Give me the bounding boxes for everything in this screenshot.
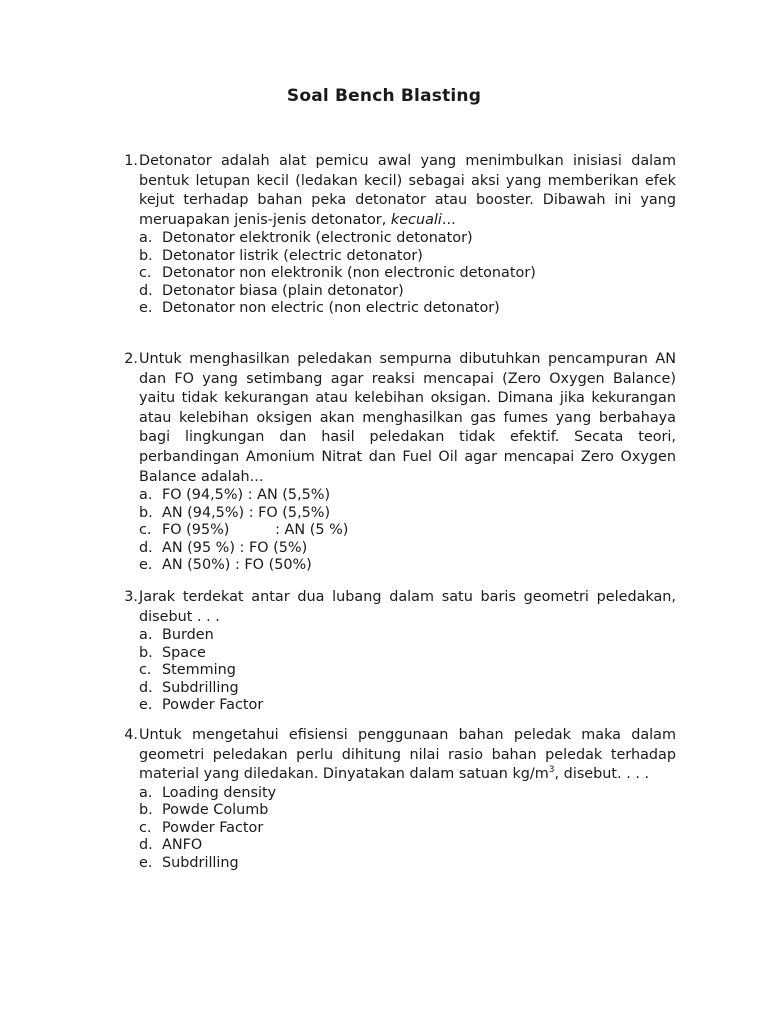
option-b — [139, 645, 676, 663]
option-a — [139, 487, 676, 505]
option-letter: b. — [139, 802, 153, 819]
option-letter: a. — [139, 627, 153, 644]
option-text: Space — [162, 644, 206, 661]
option-letter: a. — [139, 230, 153, 247]
option-a — [139, 785, 676, 803]
option-text: Subdrilling — [162, 679, 239, 696]
option-text: Powder Factor — [162, 697, 264, 714]
question-number: 1. — [124, 153, 138, 169]
option-text: Detonator non electric (non electric detonator) — [162, 300, 500, 317]
question-text-suffix: , disebut. . . . — [554, 766, 650, 783]
question-3 — [114, 588, 676, 715]
option-text: Subdrilling — [162, 854, 239, 871]
page-title: Soal Bench Blasting — [286, 86, 482, 106]
question-text — [139, 726, 676, 785]
option-letter: b. — [139, 644, 153, 661]
option-c — [139, 265, 676, 283]
option-text: FO (94,5%) : AN (5,5%) — [162, 487, 331, 504]
superscript: 3 — [548, 765, 555, 776]
question-body — [139, 726, 676, 872]
option-text: Powde Columb — [162, 802, 269, 819]
option-letter: c. — [139, 819, 152, 836]
option-letter: c. — [139, 662, 152, 679]
option-letter: e. — [139, 300, 153, 317]
question-body — [139, 152, 676, 318]
option-letter: e. — [139, 557, 153, 574]
question-body — [139, 588, 676, 715]
option-b — [139, 248, 676, 266]
option-letter: e. — [139, 854, 153, 871]
option-e — [139, 557, 676, 575]
option-text: Stemming — [162, 662, 236, 679]
option-text: Detonator biasa (plain detonator) — [162, 282, 404, 299]
question-2 — [114, 350, 676, 575]
option-text: Loading density — [162, 784, 277, 801]
option-d — [139, 837, 676, 855]
option-d — [139, 283, 676, 301]
option-text: Detonator non elektronik (non electronic detonator) — [162, 265, 536, 282]
option-text: Detonator listrik (electric detonator) — [162, 247, 423, 264]
option-letter: b. — [139, 247, 153, 264]
question-body — [139, 350, 676, 575]
question-text-main: Detonator adalah alat pemicu awal yang menimbulkan inisiasi dalam bentuk letupan kecil (ledakan kecil) sebagai aksi yang memberikan efek kejut terhadap bahan peka detonator atau booster. Dibawah ini yang meruapakan jenis-jenis detonator, — [139, 153, 676, 228]
option-d — [139, 540, 676, 558]
option-letter: d. — [139, 679, 153, 696]
option-letter: c. — [139, 522, 152, 539]
question-text-suffix: ... — [441, 211, 456, 228]
options-list — [139, 230, 676, 318]
option-text: AN (50%) : FO (50%) — [162, 557, 312, 574]
question-text: Jarak terdekat antar dua lubang dalam satu baris geometri peledakan, disebut . . . — [139, 589, 676, 625]
option-c — [139, 522, 676, 540]
question-number: 3. — [124, 589, 138, 605]
option-letter: c. — [139, 265, 152, 282]
question-text-main: Untuk mengetahui efisiensi penggunaan bahan peledak maka dalam geometri peledakan perlu dihitung nilai rasio bahan peledak terhadap material yang diledakan. Dinyatakan dalam satuan kg/m — [139, 727, 676, 783]
option-text: Powder Factor — [162, 819, 264, 836]
option-text: FO (95%) : AN (5 %) — [162, 522, 349, 539]
question-1 — [114, 152, 676, 318]
option-letter: e. — [139, 697, 153, 714]
question-number: 4. — [124, 727, 138, 743]
option-letter: d. — [139, 282, 153, 299]
option-text: ANFO — [162, 837, 203, 854]
options-list — [139, 487, 676, 575]
option-a — [139, 627, 676, 645]
option-letter: a. — [139, 487, 153, 504]
options-list — [139, 627, 676, 715]
option-text: Detonator elektronik (electronic detonator) — [162, 230, 473, 247]
option-a — [139, 230, 676, 248]
option-letter: b. — [139, 504, 153, 521]
question-text: Untuk menghasilkan peledakan sempurna dibutuhkan pencampuran AN dan FO yang setimbang agar reaksi mencapai (Zero Oxygen Balance) yaitu tidak kekurangan atau kelebihan oksigan. Dimana jika kekurangan atau kelebihan oksigen akan menghasilkan gas fumes yang berbahaya bagi lingkungan dan hasil peledakan tidak efektif. Secata teori, perbandingan Amonium Nitrat dan Fuel Oil agar mencapai Zero Oxygen Balance adalah... — [139, 351, 676, 485]
option-c — [139, 820, 676, 838]
option-b — [139, 802, 676, 820]
options-list — [139, 785, 676, 873]
option-e — [139, 300, 676, 318]
option-text: Burden — [162, 627, 214, 644]
question-4 — [114, 726, 676, 872]
option-d — [139, 680, 676, 698]
option-letter: a. — [139, 784, 153, 801]
question-text — [139, 152, 676, 230]
option-letter: d. — [139, 837, 153, 854]
option-c — [139, 662, 676, 680]
option-letter: d. — [139, 539, 153, 556]
option-text: AN (94,5%) : FO (5,5%) — [162, 504, 331, 521]
option-e — [139, 697, 676, 715]
question-text-italic: kecuali — [390, 211, 442, 228]
option-e — [139, 855, 676, 873]
option-text: AN (95 %) : FO (5%) — [162, 539, 308, 556]
question-number: 2. — [124, 351, 138, 367]
option-b — [139, 505, 676, 523]
